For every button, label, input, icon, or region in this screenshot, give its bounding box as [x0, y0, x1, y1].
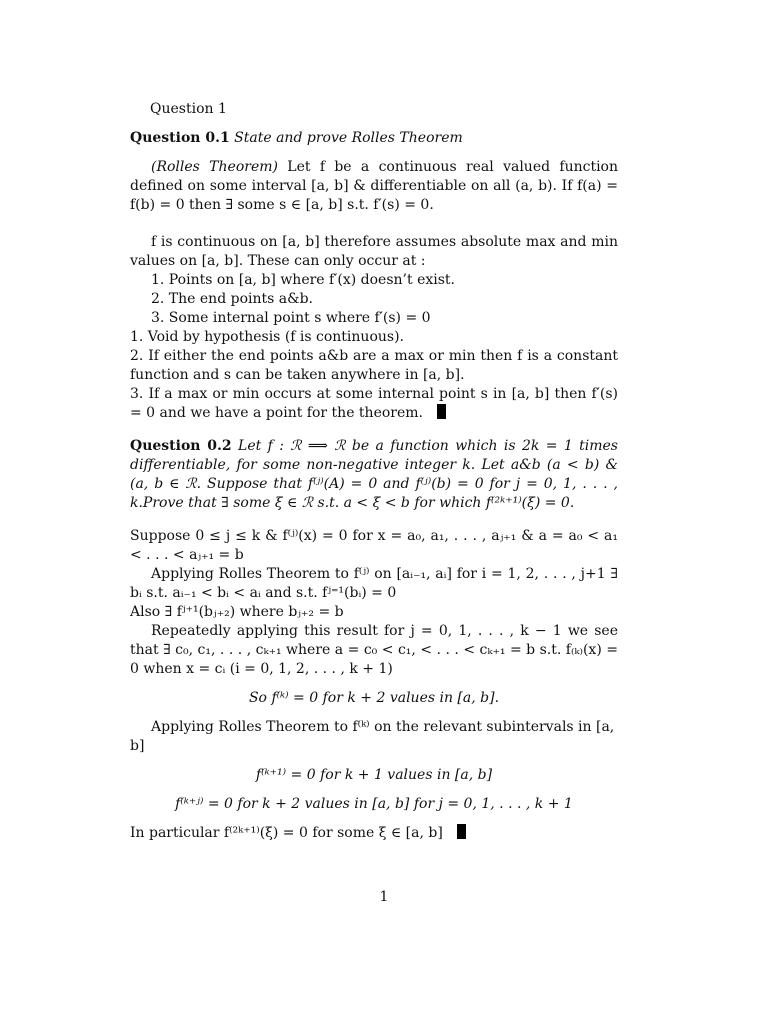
qed-symbol — [457, 824, 466, 839]
display-equation: So f⁽ᵏ⁾ = 0 for k + 2 values in [a, b]. — [248, 690, 500, 706]
theorem-text: Let f be a continuous real valued function defined on some interval [a, b] & differentiable on all (a, b). If f(a) = f(b) = 0 then ∃ some s ∈ [a, b] s.t. f′(s) = 0. — [130, 159, 619, 213]
page-number: 1 — [379, 889, 389, 905]
question-2-label: Question 0.2 — [130, 438, 232, 454]
proof-paragraph: Repeatedly applying this result for j = 0, 1, . . . , k − 1 we see that ∃ c₀, c₁, . . . , cₖ₊₁ where a = c₀ < c₁, < . . . < cₖ₊₁ = b s.t. f₍ₖ₎(x) = 0 when x = cᵢ (i = 0, 1, 2, . . . , k + 1) — [130, 623, 618, 677]
case-item: 3. Some internal point s where f′(s) = 0 — [151, 310, 431, 326]
question-1-header — [130, 129, 618, 148]
case-item: 1. Points on [a, b] where f′(x) doesn’t exist. — [151, 272, 455, 288]
conclusion: In particular f⁽²ᵏ⁺¹⁾(ξ) = 0 for some ξ ∈ [a, b] — [130, 824, 618, 843]
resolution-item: 3. If a max or min occurs at some internal point s in [a, b] then f′(s) = 0 and we have a point for the theorem. — [130, 386, 618, 421]
question-1-label: Question 0.1 — [130, 130, 230, 146]
proof-intro: f is continuous on [a, b] therefore assumes absolute max and min values on [a, b]. These can only occur at : — [130, 234, 618, 269]
resolution-item: 1. Void by hypothesis (f is continuous). — [130, 329, 404, 345]
resolution-item: 2. If either the end points a&b are a max or min then f is a constant function and s can be taken anywhere in [a, b]. — [130, 348, 618, 383]
display-equation: f⁽ᵏ⁺¹⁾ = 0 for k + 1 values in [a, b] — [255, 767, 493, 783]
case-item: 2. The end points a&b. — [151, 291, 313, 307]
proof-paragraph: Suppose 0 ≤ j ≤ k & f⁽ʲ⁾(x) = 0 for x = a₀, a₁, . . . , aⱼ₊₁ & a = a₀ < a₁ < . . . < aⱼ₊₁ = b — [130, 528, 618, 563]
question-2-header — [130, 437, 618, 513]
proof-paragraph: Also ∃ fʲ⁺¹(bⱼ₊₂) where bⱼ₊₂ = b — [130, 604, 344, 620]
theorem-name: (Rolles Theorem) — [151, 159, 278, 175]
proof-paragraph: Applying Rolles Theorem to f⁽ᵏ⁾ on the relevant subintervals in [a, b] — [130, 719, 615, 754]
qed-symbol — [437, 404, 446, 419]
proof-paragraph: Applying Rolles Theorem to f⁽ʲ⁾ on [aᵢ₋₁, aᵢ] for i = 1, 2, . . . , j+1 ∃ bᵢ s.t. aᵢ₋₁ < bᵢ < aᵢ and s.t. fʲ⁼¹(bᵢ) = 0 — [130, 566, 618, 601]
display-equation: f⁽ᵏ⁺ʲ⁾ = 0 for k + 2 values in [a, b] for j = 0, 1, . . . , k + 1 — [175, 796, 573, 812]
theorem-statement — [130, 158, 618, 215]
document-body — [130, 100, 618, 843]
page-heading: Question 1 — [150, 101, 227, 117]
question-1-statement: State and prove Rolles Theorem — [234, 130, 463, 146]
question-2-statement: Let f : ℛ ⟹ ℛ be a function which is 2k = 1 times differentiable, for some non-negative integer k. Let a&b (a < b) & (a, b ∈ ℛ. Suppose that f⁽ʲ⁾(A) = 0 and f⁽ʲ⁾(b) = 0 for j = 0, 1, . . . , k.Prove that ∃ some ξ ∈ ℛ s.t. a < ξ < b for which f⁽²ᵏ⁺¹⁾(ξ) = 0. — [130, 438, 618, 511]
